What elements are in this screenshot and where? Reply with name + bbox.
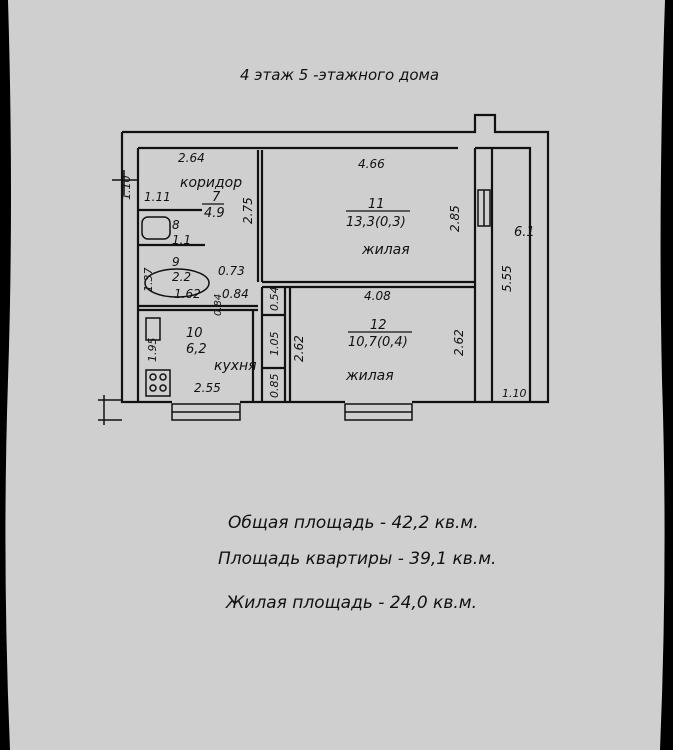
corridor-name: коридор	[180, 175, 243, 191]
paper-background	[5, 0, 665, 750]
dim-2-62-b: 2.62	[452, 329, 466, 356]
bath-area: 2.2	[172, 270, 192, 284]
dim-1-37: 1.37	[142, 267, 155, 292]
floor-caption: 4 этаж 5 -этажного дома	[240, 66, 440, 84]
wc-number: 8	[172, 218, 180, 232]
living-small-area: 10,7(0,4)	[348, 335, 408, 350]
summary-apartment-area: Площадь квартиры - 39,1 кв.м.	[218, 549, 497, 569]
living-small-name: жилая	[346, 368, 394, 384]
dim-2-85: 2.85	[448, 205, 462, 232]
kitchen-name: кухня	[214, 358, 257, 374]
dim-1-11: 1.11	[144, 190, 171, 204]
dim-1-10-top: 1.10	[120, 175, 133, 200]
summary-total-area: Общая площадь - 42,2 кв.м.	[228, 513, 479, 533]
dim-1-05: 1.05	[268, 331, 281, 356]
area-summary	[218, 513, 496, 613]
kitchen-number: 10	[186, 326, 203, 341]
corridor-area: 4.9	[204, 206, 225, 221]
dim-0-84-b: 0.84	[213, 293, 224, 316]
dim-0-73: 0.73	[218, 264, 245, 278]
dim-2-62-a: 2.62	[292, 335, 306, 362]
dim-4-08: 4.08	[364, 289, 391, 303]
dim-1-10-bottom: 1.10	[502, 387, 527, 400]
wc-area: 1.1	[172, 233, 192, 247]
living-big-area: 13,3(0,3)	[346, 215, 406, 230]
balcony-number: 6.1	[514, 225, 535, 240]
living-big-name: жилая	[362, 242, 410, 258]
living-small-number: 12	[370, 318, 387, 333]
dim-2-75: 2.75	[241, 197, 255, 224]
bath-number: 9	[172, 255, 180, 269]
living-big-number: 11	[368, 197, 385, 212]
dim-0-85: 0.85	[268, 373, 281, 398]
corridor-number: 7	[212, 190, 221, 205]
dim-2-64: 2.64	[178, 151, 205, 165]
dim-0-54: 0.54	[268, 286, 281, 311]
dim-4-66: 4.66	[358, 157, 385, 171]
dim-2-55: 2.55	[194, 381, 221, 395]
dim-1-62: 1.62	[174, 287, 201, 301]
dim-5-55: 5.55	[500, 265, 514, 292]
summary-living-area: Жилая площадь - 24,0 кв.м.	[226, 593, 477, 613]
dim-1-95: 1.95	[146, 337, 159, 362]
dim-0-84-a: 0.84	[222, 287, 249, 301]
kitchen-area: 6,2	[186, 342, 207, 357]
